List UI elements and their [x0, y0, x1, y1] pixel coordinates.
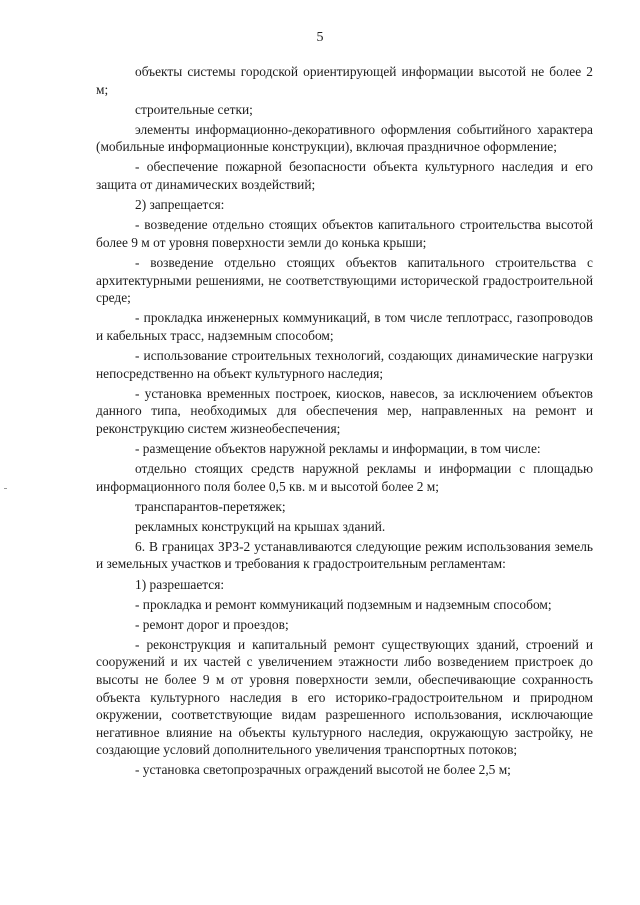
paragraph: 6. В границах ЗРЗ-2 устанавливаются следующие режим использования земель и земельных участков и требования к градостроительным регламентам: — [96, 538, 593, 572]
paragraph: - ремонт дорог и проездов; — [135, 616, 289, 632]
scan-mark — [4, 488, 7, 489]
paragraph: - реконструкция и капитальный ремонт существующих зданий, строений и сооружений и их частей с увеличением этажности либо возведением пристроек до высоты не более 9 м от уровня поверхности земли, обеспечивающие сохранность объекта культурного наследия в его историко-градостроительном и природном окружении, соответствующие видам разрешенного использования, исключающие негативное влияние на объекты культурного наследия, окружающую застройку, не создающие условий дополнительного увеличения транспортных потоков; — [96, 636, 593, 758]
paragraph: - прокладка и ремонт коммуникаций подземным и надземным способом; — [135, 596, 552, 612]
paragraph: рекламных конструкций на крышах зданий. — [135, 518, 386, 534]
paragraph: - возведение отдельно стоящих объектов капитального строительства с архитектурными решениями, не соответствующими исторической градостроительной среде; — [96, 254, 593, 306]
page-number: 5 — [316, 30, 324, 45]
paragraph: - возведение отдельно стоящих объектов капитального строительства высотой более 9 м от уровня поверхности земли до конька крыши; — [96, 217, 593, 250]
paragraph: отдельно стоящих средств наружной рекламы и информации с площадью информационного поля более 0,5 кв. м и высотой более 2 м; — [96, 460, 593, 494]
paragraph: 1) разрешается: — [135, 576, 225, 592]
paragraph: транспарантов-перетяжек; — [135, 498, 286, 514]
paragraph: - прокладка инженерных коммуникаций, в том числе теплотрасс, газопроводов и кабельных трасс, надземным способом; — [96, 310, 593, 343]
paragraph: - установка светопрозрачных ограждений высотой не более 2,5 м; — [135, 762, 511, 778]
paragraph: - установка временных построек, киосков, навесов, за исключением объектов данного типа, необходимых для обеспечения мер, направленных на ремонт и реконструкцию систем жизнеобеспечения; — [96, 385, 593, 436]
paragraph: объекты системы городской ориентирующей информации высотой не более 2 м; — [96, 64, 593, 97]
paragraph: строительные сетки; — [135, 101, 253, 117]
paragraph: - использование строительных технологий, создающих динамические нагрузки непосредственно на объект культурного наследия; — [96, 347, 593, 381]
paragraph: элементы информационно-декоративного оформления событийного характера (мобильные информационные конструкции), включая праздничное оформление; — [96, 121, 593, 155]
paragraph: 2) запрещается: — [135, 197, 225, 213]
paragraph: - размещение объектов наружной рекламы и информации, в том числе: — [135, 440, 541, 456]
document-body — [96, 63, 593, 782]
paragraph: - обеспечение пожарной безопасности объекта культурного наследия и его защита от динамических воздействий; — [96, 159, 593, 193]
